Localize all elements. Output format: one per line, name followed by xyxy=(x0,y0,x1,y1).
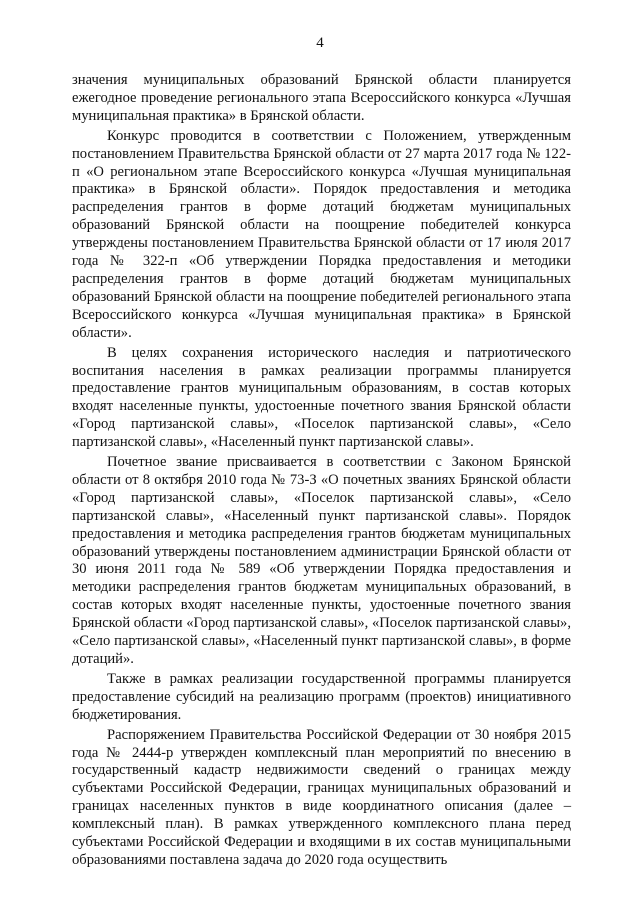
paragraph-3: В целях сохранения исторического наследия и патриотического воспитания населения в рамках реализации программы планируется предоставление грантов муниципальным образованиям, в состав которых входят населенные пункты, удостоенные почетного звания Брянской области «Город партизанской славы», «Поселок партизанской славы», «Село партизанской славы», «Населенный пункт партизанской славы». xyxy=(72,344,571,451)
paragraph-5: Также в рамках реализации государственной программы планируется предоставление субсидий на реализацию программ (проектов) инициативного бюджетирования. xyxy=(72,670,571,723)
document-body xyxy=(72,72,571,872)
paragraph-4: Почетное звание присваивается в соответствии с Законом Брянской области от 8 октября 2010 года № 73-З «О почетных званиях Брянской области «Город партизанской славы», «Поселок партизанской славы», «Село партизанской славы», «Населенный пункт партизанской славы». Порядок предоставления и методика распределения грантов бюджетам муниципальных образований утверждены постановлением администрации Брянской области от 30 июня 2011 года № 589 «Об утверждении Порядка предоставления и методики распределения грантов бюджетам муниципальных образований, в состав которых входят населенные пункты, удостоенные почетного звания Брянской области «Город партизанской славы», «Поселок партизанской славы», «Село партизанской славы», «Населенный пункт партизанской славы», в форме дотаций». xyxy=(72,454,571,667)
paragraph-6: Распоряжением Правительства Российской Федерации от 30 ноября 2015 года № 2444-р утвержден комплексный план мероприятий по внесению в государственный кадастр недвижимости сведений о границах между субъектами Российской Федерации, границах муниципальных образований и границах населенных пунктов в виде координатного описания (далее – комплексный план). В рамках утвержденного комплексного плана перед субъектами Российской Федерации и входящими в их состав муниципальными образованиями поставлена задача до 2020 года осуществить xyxy=(72,726,571,868)
paragraph-1: значения муниципальных образований Брянской области планируется ежегодное проведение регионального этапа Всероссийского конкурса «Лучшая муниципальная практика» в Брянской области. xyxy=(72,72,571,124)
page-number: 4 xyxy=(316,35,324,51)
paragraph-2: Конкурс проводится в соответствии с Положением, утвержденным постановлением Правительства Брянской области от 27 марта 2017 года № 122-п «О региональном этапе Всероссийского конкурса «Лучшая муниципальная практика» в Брянской области». Порядок предоставления и методика распределения грантов в форме дотаций бюджетам муниципальных образований Брянской области на поощрение победителей конкурса утверждены постановлением Правительства Брянской области от 17 июля 2017 года № 322-п «Об утверждении Порядка предоставления и методики распределения грантов в форме дотаций бюджетам муниципальных образований Брянской области на поощрение победителей регионального этапа Всероссийского конкурса «Лучшая муниципальная практика» в Брянской области». xyxy=(72,127,571,341)
